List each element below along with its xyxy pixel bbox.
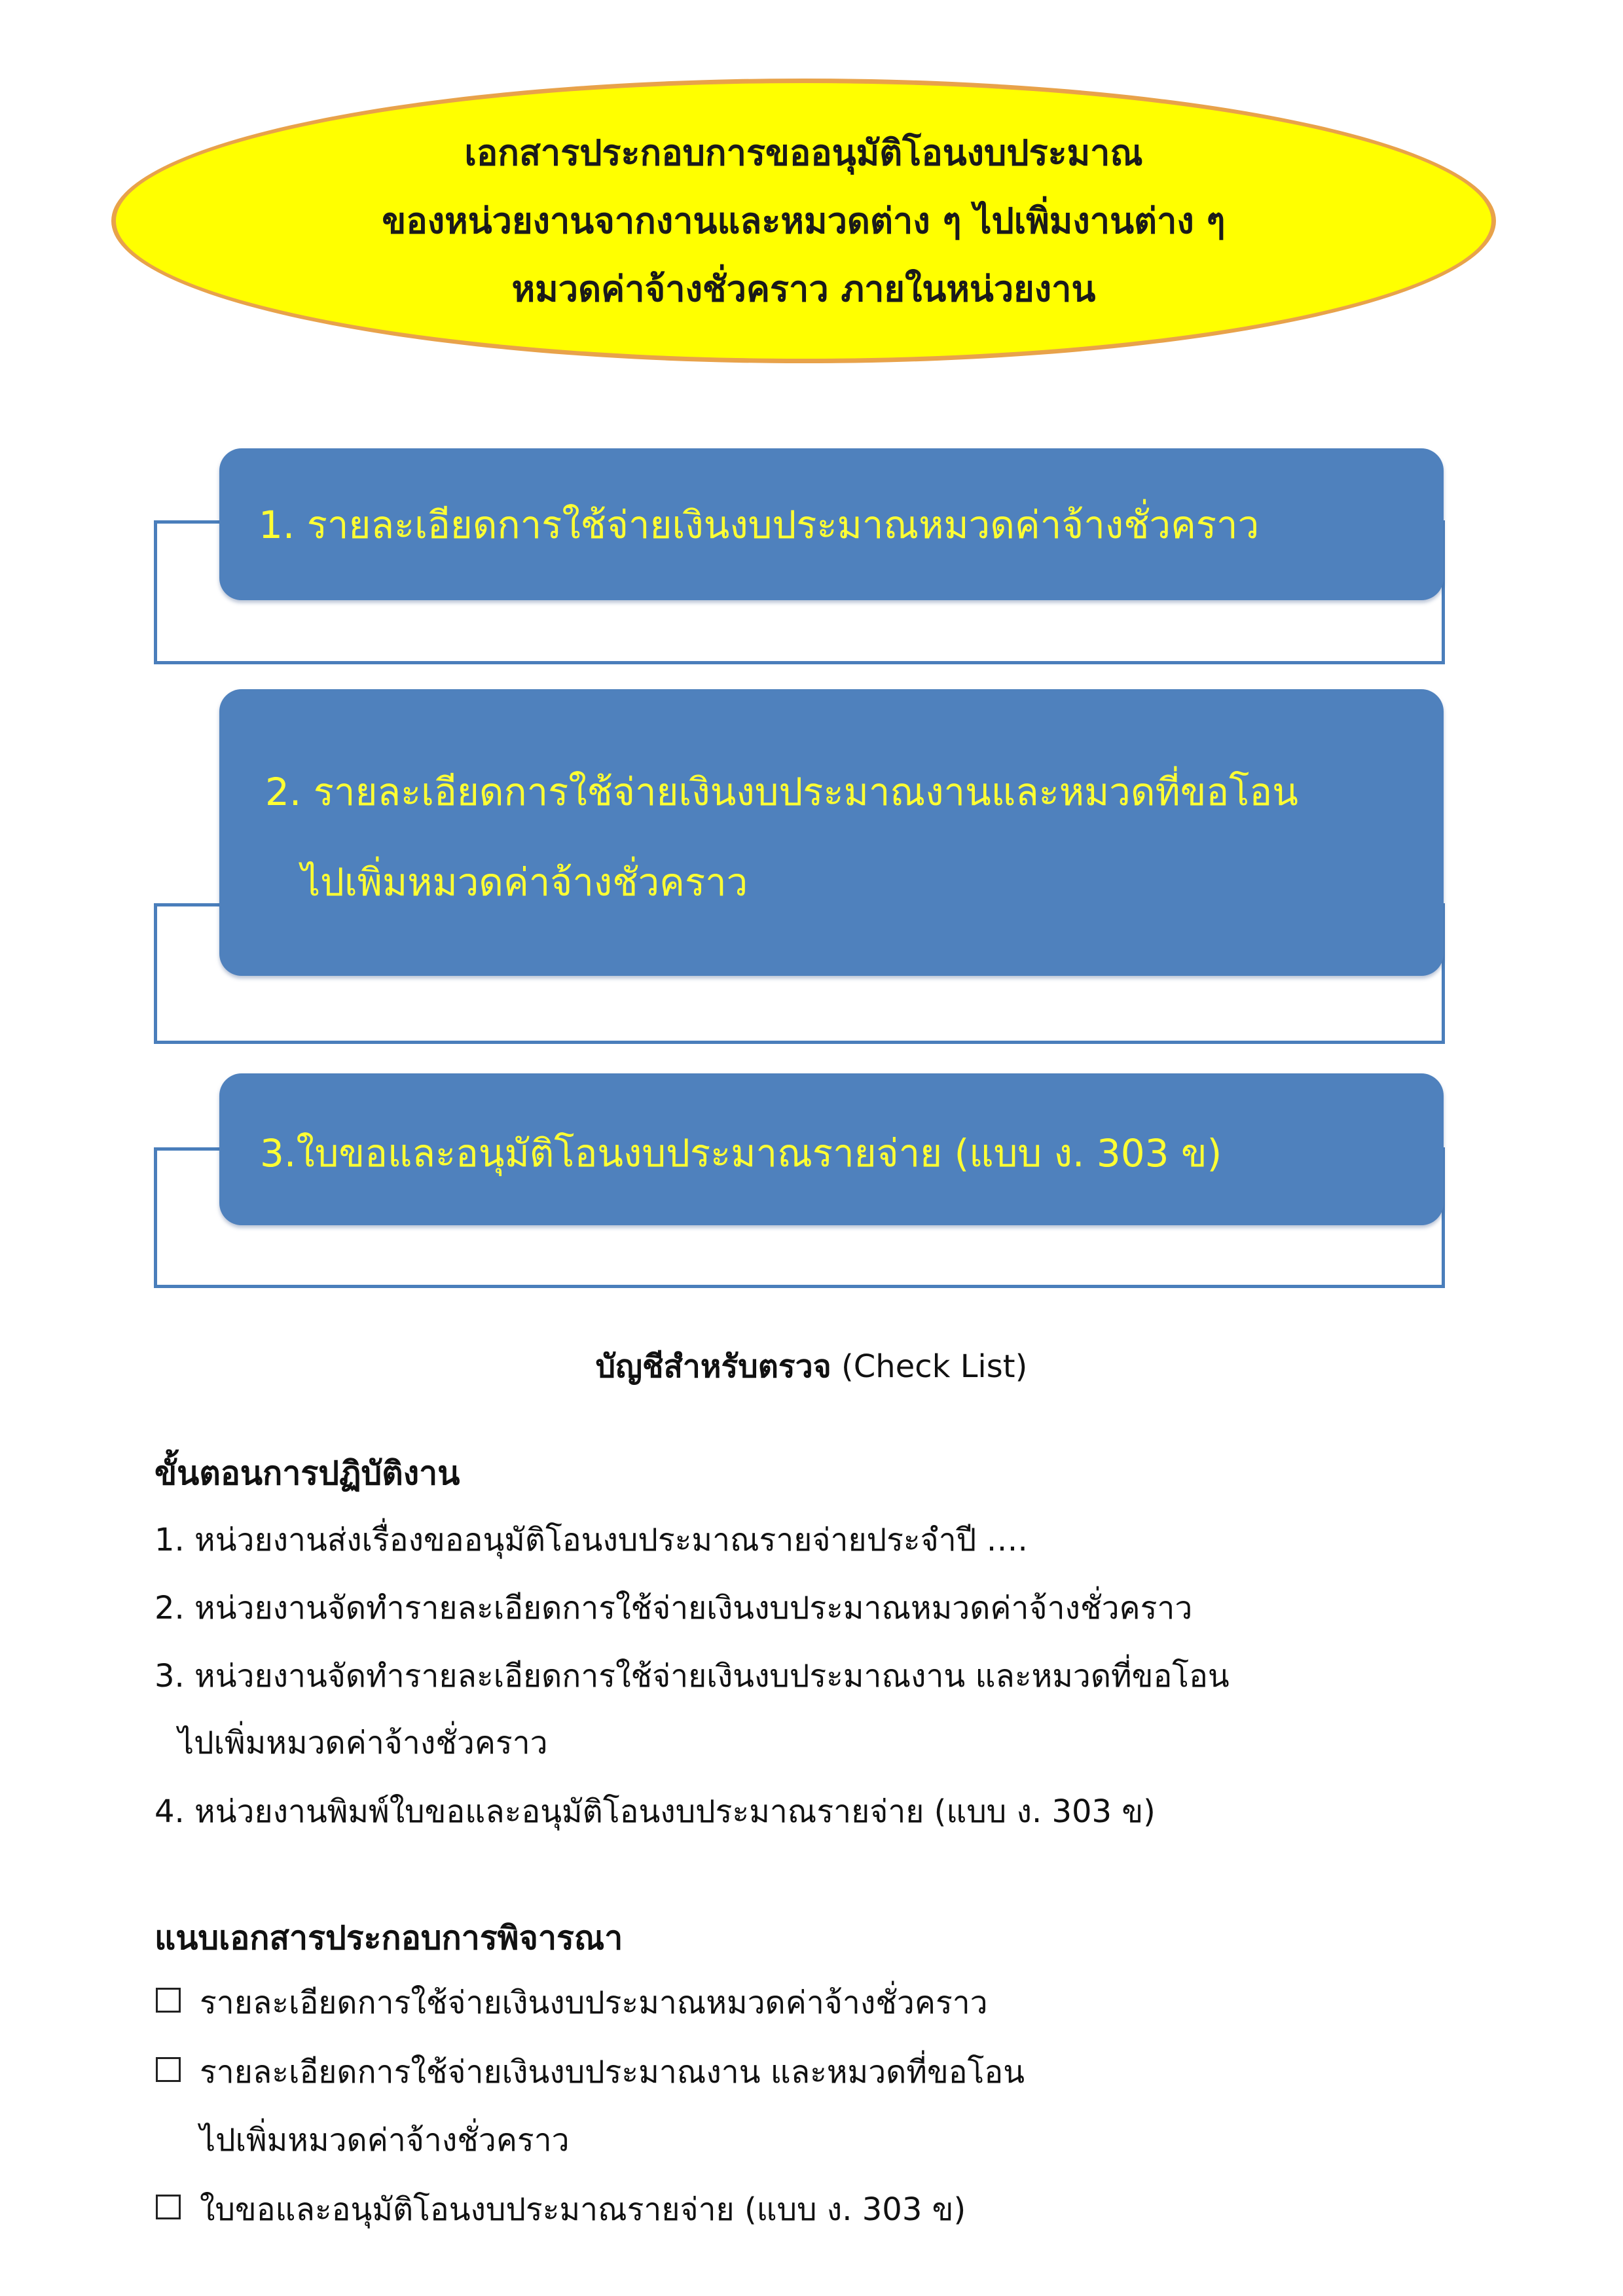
procedure-step-3-cont: ไปเพิ่มหมวดค่าจ้างชั่วคราว bbox=[178, 1725, 548, 1761]
attachments-heading: แนบเอกสารประกอบการพิจารณา bbox=[155, 1919, 623, 1957]
attachment-checkbox-2[interactable] bbox=[156, 2057, 181, 2082]
flow-box-3 bbox=[219, 1073, 1444, 1225]
attachment-item-2-cont: ไปเพิ่มหมวดค่าจ้างชั่วคราว bbox=[200, 2122, 570, 2159]
header-line-1: เอกสารประกอบการขออนุมัติโอนงบประมาณ bbox=[464, 132, 1143, 173]
checklist-title-english: (Check List) bbox=[841, 1348, 1028, 1385]
flow-box-2-text-line1: 2. รายละเอียดการใช้จ่ายเงินงบประมาณงานและหมวดที่ขอโอน bbox=[265, 770, 1298, 814]
flow-box-3-text: 3.ใบขอและอนุมัติโอนงบประมาณรายจ่าย (แบบ ง. 303 ข) bbox=[260, 1131, 1222, 1175]
header-line-3: หมวดค่าจ้างชั่วคราว ภายในหน่วยงาน bbox=[511, 268, 1096, 310]
procedure-step-4: 4. หน่วยงานพิมพ์ใบขอและอนุมัติโอนงบประมาณรายจ่าย (แบบ ง. 303 ข) bbox=[155, 1793, 1156, 1830]
flow-box-2 bbox=[219, 689, 1444, 976]
procedure-heading: ขั้นตอนการปฏิบัติงาน bbox=[155, 1454, 460, 1492]
header-oval bbox=[111, 79, 1496, 363]
checklist-title bbox=[0, 1342, 1623, 1391]
flow-box-2-text-line2: ไปเพิ่มหมวดค่าจ้างชั่วคราว bbox=[301, 860, 748, 905]
procedure-step-3: 3. หน่วยงานจัดทำรายละเอียดการใช้จ่ายเงินงบประมาณงาน และหมวดที่ขอโอน bbox=[155, 1658, 1230, 1695]
flow-box-1 bbox=[219, 448, 1444, 600]
attachment-item-3: ใบขอและอนุมัติโอนงบประมาณรายจ่าย (แบบ ง. 303 ข) bbox=[200, 2191, 966, 2228]
attachment-item-1: รายละเอียดการใช้จ่ายเงินงบประมาณหมวดค่าจ้างชั่วคราว bbox=[200, 1984, 988, 2021]
checklist-title-thai: บัญชีสำหรับตรวจ bbox=[595, 1348, 831, 1385]
procedure-step-1: 1. หน่วยงานส่งเรื่องขออนุมัติโอนงบประมาณรายจ่ายประจำปี …. bbox=[155, 1522, 1028, 1558]
header-line-2: ของหน่วยงานจากงานและหมวดต่าง ๆ ไปเพิ่มงานต่าง ๆ bbox=[382, 200, 1226, 242]
attachment-checkbox-1[interactable] bbox=[156, 1988, 181, 2013]
procedure-step-2: 2. หน่วยงานจัดทำรายละเอียดการใช้จ่ายเงินงบประมาณหมวดค่าจ้างชั่วคราว bbox=[155, 1590, 1193, 1626]
attachment-item-2: รายละเอียดการใช้จ่ายเงินงบประมาณงาน และหมวดที่ขอโอน bbox=[200, 2054, 1025, 2090]
flow-box-1-text: 1. รายละเอียดการใช้จ่ายเงินงบประมาณหมวดค่าจ้างชั่วคราว bbox=[259, 503, 1260, 547]
attachment-checkbox-3[interactable] bbox=[156, 2195, 181, 2219]
